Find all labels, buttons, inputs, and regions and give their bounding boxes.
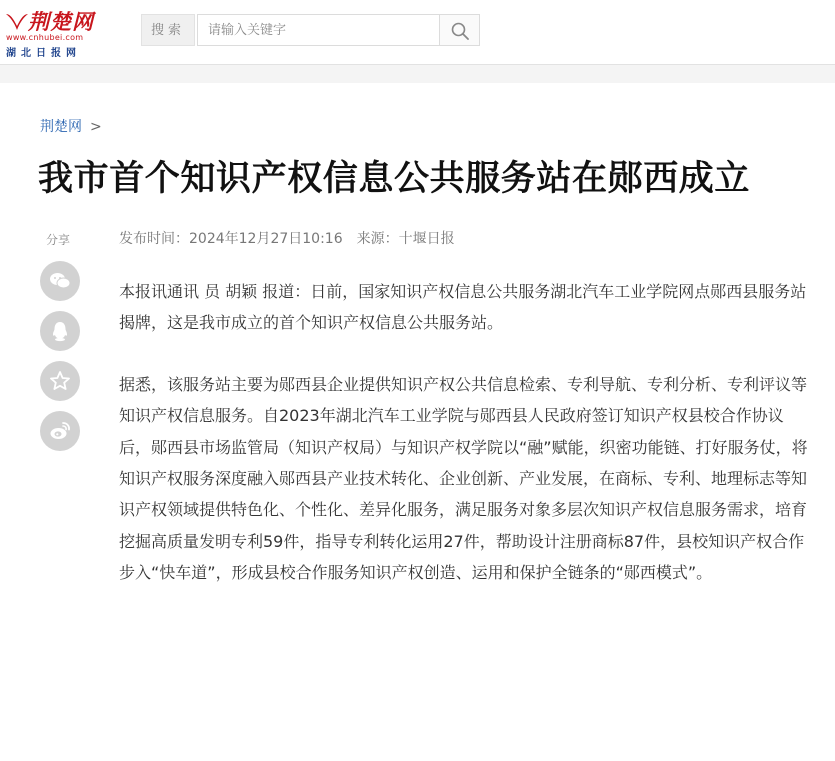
- share-label: 分享: [46, 233, 71, 247]
- article-source: 来源：十堰日报: [356, 231, 455, 247]
- logo-mark-icon: [4, 8, 30, 32]
- logo-sub-text: 湖北日报网: [6, 48, 81, 59]
- share-qzone-button[interactable]: [40, 361, 80, 401]
- breadcrumb-separator: >: [90, 119, 102, 135]
- article-paragraph: 本报讯通讯 员 胡颖 报道：日前，国家知识产权信息公共服务湖北汽车工业学院网点郧西县服务站揭牌，这是我市成立的首个知识产权信息公共服务站。: [119, 282, 807, 333]
- wechat-icon: [48, 269, 72, 293]
- breadcrumb: [40, 116, 102, 136]
- share-qq-button[interactable]: [40, 311, 80, 351]
- article-paragraph: 据悉，该服务站主要为郧西县企业提供知识产权公共信息检索、专利导航、专利分析、专利评议等知识产权信息服务。自2023年湖北汽车工业学院与郧西县人民政府签订知识产权县校合作协议后，郧西县市场监管局（知识产权局）与知识产权学院以“融”赋能，织密功能链、打好服务仗，将知识产权服务深度融入郧西县产业技术转化、企业创新、产业发展，在商标、专利、地理标志等知识产权领域提供特色化、个性化、差异化服务，满足服务对象多层次知识产权信息服务需求，培育挖掘高质量发明专利59件，指导专利转化运用27件，帮助设计注册商标87件，县校知识产权合作步入“快车道”，形成县校合作服务知识产权创造、运用和保护全链条的“郧西模式”。: [119, 374, 808, 583]
- site-header: [0, 0, 835, 65]
- logo-url-text: www.cnhubei.com: [6, 33, 84, 42]
- article-title: 我市首个知识产权信息公共服务站在郧西成立: [38, 159, 751, 199]
- weibo-icon: [48, 419, 72, 443]
- qq-icon: [48, 319, 72, 343]
- search-input[interactable]: [197, 14, 440, 46]
- logo-main-text: 荆楚网: [28, 9, 94, 34]
- header-divider: [0, 65, 835, 83]
- search-button[interactable]: [440, 14, 480, 46]
- search-icon: [451, 22, 469, 40]
- publish-time: 发布时间：2024年12月27日10:16: [119, 231, 343, 247]
- share-wechat-button[interactable]: [40, 261, 80, 301]
- qzone-star-icon: [48, 369, 72, 393]
- breadcrumb-home-link[interactable]: 荆楚网: [40, 119, 82, 135]
- site-logo[interactable]: [4, 8, 104, 59]
- article-meta: [119, 228, 469, 248]
- article-body: [119, 276, 809, 619]
- share-weibo-button[interactable]: [40, 411, 80, 451]
- search-label: 搜索: [141, 14, 195, 46]
